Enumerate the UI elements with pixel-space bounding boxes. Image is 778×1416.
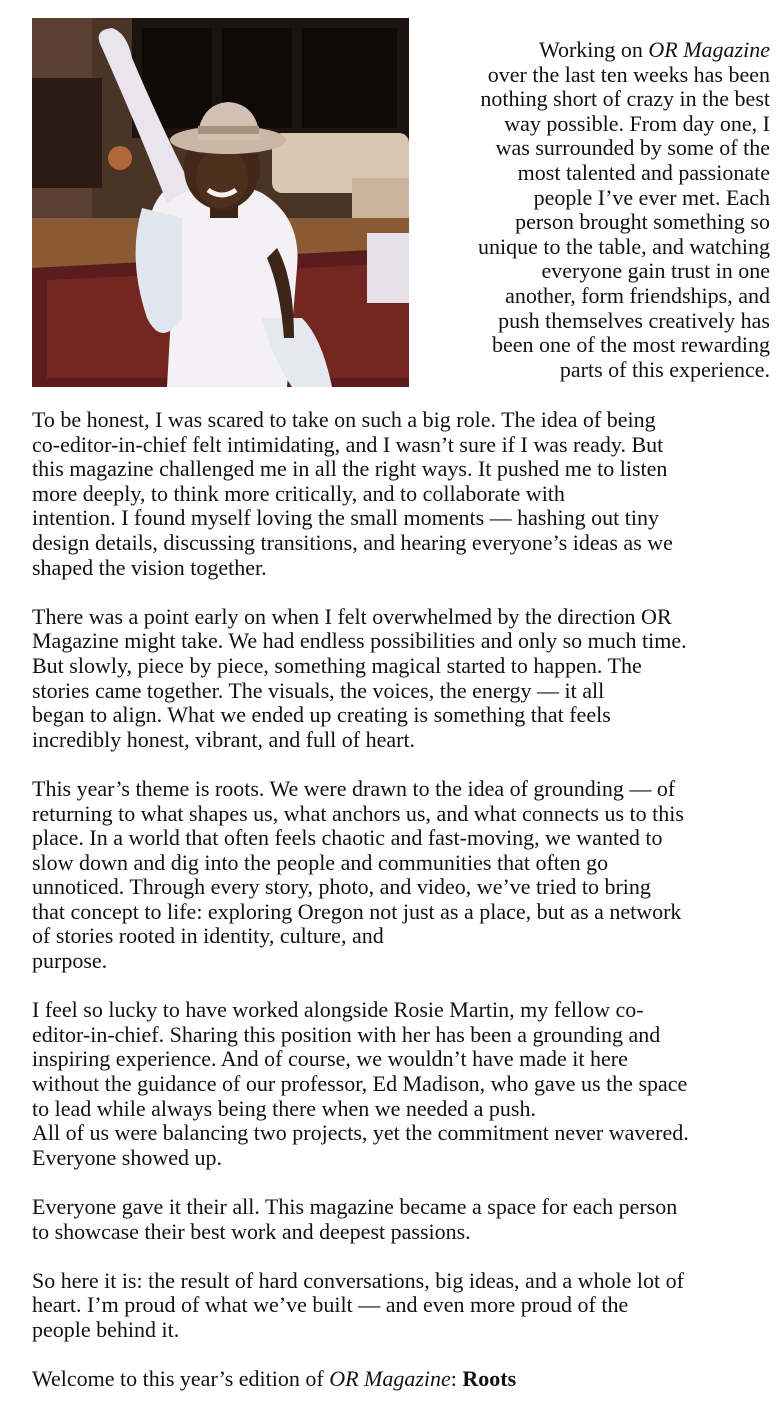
body-line: This year’s theme is roots. We were drawn to the idea of grounding — of bbox=[32, 775, 676, 801]
magazine-name: OR Magazine bbox=[648, 37, 770, 62]
body-line: But slowly, piece by piece, something magical started to happen. The bbox=[32, 652, 642, 678]
body-line: heart. I’m proud of what we’ve built — and even more proud of the bbox=[32, 1292, 629, 1318]
body-line: purpose. bbox=[32, 948, 108, 974]
body-line: intention. I found myself loving the small moments — hashing out tiny bbox=[32, 505, 659, 531]
body-line: returning to what shapes us, what anchors us, and what connects us to this bbox=[32, 800, 684, 826]
intro-line: was surrounded by some of the bbox=[495, 135, 770, 161]
body-line: incredibly honest, vibrant, and full of heart. bbox=[32, 726, 416, 752]
intro-line: most talented and passionate bbox=[517, 159, 770, 185]
body-line: without the guidance of our professor, Ed Madison, who gave us the space bbox=[32, 1071, 688, 1097]
intro-line: push themselves creatively has bbox=[498, 307, 770, 333]
paragraph-overwhelmed bbox=[32, 605, 772, 753]
intro-line: parts of this experience. bbox=[559, 356, 770, 382]
body-line: stories came together. The visuals, the voices, the energy — it all bbox=[32, 677, 605, 703]
body-line: co-editor-in-chief felt intimidating, and I wasn’t sure if I was ready. But bbox=[32, 431, 664, 457]
welcome-prefix: Welcome to this year’s edition of bbox=[32, 1366, 330, 1392]
body-line: All of us were balancing two projects, yet the commitment never wavered. bbox=[32, 1120, 689, 1146]
paragraph-effort bbox=[32, 1195, 772, 1244]
body-line: Everyone gave it their all. This magazine became a space for each person bbox=[32, 1194, 678, 1219]
intro-line: everyone gain trust in one bbox=[541, 258, 770, 284]
body-line: shaped the vision together. bbox=[32, 554, 267, 580]
paragraph-theme bbox=[32, 777, 772, 974]
intro-prefix: Working on bbox=[538, 37, 649, 62]
intro-line: unique to the table, and watching bbox=[477, 233, 770, 259]
body-line: began to align. What we ended up creating is something that feels bbox=[32, 702, 611, 728]
paragraph-scared bbox=[32, 408, 772, 580]
body-line: that concept to life: exploring Oregon not just as a place, but as a network bbox=[32, 898, 682, 924]
body-line: Magazine might take. We had endless possibilities and only so much time. bbox=[32, 628, 687, 654]
intro-first-line bbox=[434, 38, 770, 63]
body-line: place. In a world that often feels chaotic and fast-moving, we wanted to bbox=[32, 825, 663, 851]
intro-line: people I’ve ever met. Each bbox=[533, 184, 770, 210]
intro-line: nothing short of crazy in the best bbox=[480, 86, 770, 112]
intro-paragraph bbox=[434, 38, 770, 382]
intro-line: person brought something so bbox=[515, 209, 770, 235]
body-line: more deeply, to think more critically, and to collaborate with bbox=[32, 480, 565, 506]
welcome-theme: Roots bbox=[462, 1366, 517, 1392]
body-line: unnoticed. Through every story, photo, and video, we’ve tried to bring bbox=[32, 874, 651, 900]
body-line: slow down and dig into the people and communities that often go bbox=[32, 849, 609, 875]
body-line: people behind it. bbox=[32, 1316, 180, 1342]
welcome-line bbox=[32, 1367, 772, 1392]
intro-line: over the last ten weeks has been bbox=[487, 61, 770, 87]
editor-photo bbox=[32, 18, 409, 387]
intro-line: been one of the most rewarding bbox=[492, 332, 770, 358]
welcome-magazine-name: OR Magazine bbox=[329, 1366, 451, 1392]
body-line: to showcase their best work and deepest passions. bbox=[32, 1218, 471, 1244]
body-line: this magazine challenged me in all the right ways. It pushed me to listen bbox=[32, 456, 668, 482]
body-line: of stories rooted in identity, culture, and bbox=[32, 923, 384, 949]
body-line: So here it is: the result of hard conversations, big ideas, and a whole lot of bbox=[32, 1267, 684, 1293]
letter-body bbox=[32, 408, 772, 1416]
body-line: editor-in-chief. Sharing this position with her has been a grounding and bbox=[32, 1021, 661, 1047]
body-line: There was a point early on when I felt overwhelmed by the direction OR bbox=[32, 603, 672, 629]
paragraph-result bbox=[32, 1269, 772, 1343]
body-line: inspiring experience. And of course, we wouldn’t have made it here bbox=[32, 1046, 628, 1072]
welcome-colon: : bbox=[450, 1366, 463, 1392]
intro-line: another, form friendships, and bbox=[505, 282, 770, 308]
body-line: To be honest, I was scared to take on such a big role. The idea of being bbox=[32, 407, 656, 432]
body-line: design details, discussing transitions, and hearing everyone’s ideas as we bbox=[32, 529, 673, 555]
intro-line: way possible. From day one, I bbox=[504, 110, 770, 136]
body-line: I feel so lucky to have worked alongside Rosie Martin, my fellow co- bbox=[32, 997, 644, 1023]
body-line: to lead while always being there when we needed a push. bbox=[32, 1095, 536, 1121]
paragraph-thanks bbox=[32, 998, 772, 1170]
body-line: Everyone showed up. bbox=[32, 1144, 223, 1170]
